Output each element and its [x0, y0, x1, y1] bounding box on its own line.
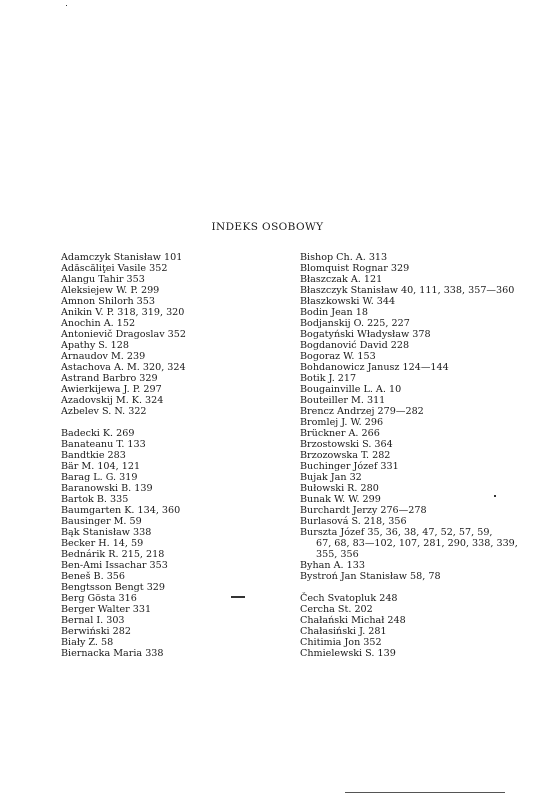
index-entry: Bengtsson Bengt 329: [61, 582, 166, 593]
index-entry: Botik J. 217: [300, 373, 357, 384]
index-entry: Bułowski R. 280: [300, 483, 379, 494]
index-entry: Bujak Jan 32: [300, 472, 362, 483]
index-entry: Anikin V. P. 318, 319, 320: [61, 307, 185, 318]
index-entry: Arnaudov M. 239: [61, 351, 146, 362]
index-entry: Buchinger Józef 331: [300, 461, 399, 472]
index-entry: Bursztа Józef 35, 36, 38, 47, 52, 57, 59,: [300, 527, 493, 538]
index-entry: Berwiński 282: [61, 626, 131, 637]
index-entry: Cercha St. 202: [300, 604, 373, 615]
index-entry: Bystroń Jan Stanisław 58, 78: [300, 571, 441, 582]
index-entry: Adăscăliţei Vasile 352: [61, 263, 168, 274]
page-title: INDEKS OSOBOWY: [211, 221, 324, 233]
index-entry: Bogdanović David 228: [300, 340, 410, 351]
index-entry: Adamczyk Stanisław 101: [61, 252, 183, 263]
index-entry: Apathy S. 128: [61, 340, 129, 351]
scan-speck: [66, 5, 67, 6]
index-entry-continuation: 355, 356: [316, 549, 359, 560]
index-entry: Blomquist Rognar 329: [300, 263, 410, 274]
index-entry: Bär M. 104, 121: [61, 461, 141, 472]
index-entry: Biernacka Maria 338: [61, 648, 164, 659]
index-entry: Bohdanowicz Janusz 124—144: [300, 362, 449, 373]
index-entry: Baumgarten K. 134, 360: [61, 505, 181, 516]
index-entry: Bandtkie 283: [61, 450, 126, 461]
index-entry: Chmielewski S. 139: [300, 648, 396, 659]
index-entry: Błaszczyk Stanisław 40, 111, 338, 357—360: [300, 285, 515, 296]
index-entry: Ben-Ami Issachar 353: [61, 560, 168, 571]
index-entry: Aleksiejew W. P. 299: [61, 285, 160, 296]
right-column: [300, 252, 525, 659]
index-entry-continuation: 67, 68, 83—102, 107, 281, 290, 338, 339,: [316, 538, 518, 549]
index-entry: Bernal I. 303: [61, 615, 125, 626]
index-entry: Brzostowski S. 364: [300, 439, 393, 450]
index-entry: Astachova A. M. 320, 324: [61, 362, 186, 373]
index-entry: Bogoraz W. 153: [300, 351, 376, 362]
index-entry: Antonievič Dragoslav 352: [61, 329, 186, 340]
index-entry: Chałasiński J. 281: [300, 626, 387, 637]
index-entry: Burchardt Jerzy 276—278: [300, 505, 427, 516]
index-entry: Bougainville L. A. 10: [300, 384, 402, 395]
index-entry: Bartok B. 335: [61, 494, 129, 505]
index-entry: Becker H. 14, 59: [61, 538, 144, 549]
index-entry: Bouteiller M. 311: [300, 395, 386, 406]
index-entry: Alangu Tahir 353: [61, 274, 145, 285]
index-entry: Barag L. G. 319: [61, 472, 138, 483]
index-entry: Bunak W. W. 299: [300, 494, 381, 505]
index-entry: Azbelev S. N. 322: [61, 406, 147, 417]
index-entry: Bausinger M. 59: [61, 516, 142, 527]
index-entry: Berg Gösta 316: [61, 593, 137, 604]
index-entry: Brencz Andrzej 279—282: [300, 406, 424, 417]
index-entry: Błaszczak A. 121: [300, 274, 383, 285]
index-entry: Berger Walter 331: [61, 604, 152, 615]
index-entry: Bromlej J. W. 296: [300, 417, 384, 428]
index-entry: Burlasová S. 218, 356: [300, 516, 407, 527]
index-entry: Badecki K. 269: [61, 428, 135, 439]
index-entry: Błaszkowski W. 344: [300, 296, 396, 307]
index-entry: Čech Svatopluk 248: [300, 593, 398, 604]
index-entry: Bąk Stanisław 338: [61, 527, 152, 538]
index-entry: Beneš B. 356: [61, 571, 126, 582]
index-entry: Banateanu T. 133: [61, 439, 146, 450]
index-entry: Brzozowska T. 282: [300, 450, 391, 461]
index-entry: Biały Z. 58: [61, 637, 114, 648]
scan-speck: [345, 792, 505, 793]
index-entry: Brückner A. 266: [300, 428, 380, 439]
index-entry: Bogatyński Władysław 378: [300, 329, 431, 340]
index-entry: Awierkijewa J. P. 297: [61, 384, 162, 395]
index-entry: Byhan A. 133: [300, 560, 365, 571]
index-entry: Astrand Barbro 329: [61, 373, 158, 384]
index-entry: Anochin A. 152: [61, 318, 136, 329]
index-entry: Baranowski B. 139: [61, 483, 153, 494]
index-entry: Chitimia Jon 352: [300, 637, 382, 648]
index-entry: Chałański Michał 248: [300, 615, 406, 626]
index-entry: Bodin Jean 18: [300, 307, 368, 318]
index-entry: Bodjanskij O. 225, 227: [300, 318, 410, 329]
index-entry: Bishop Ch. A. 313: [300, 252, 388, 263]
index-entry: Azadovskij M. K. 324: [61, 395, 164, 406]
scan-speck: [494, 495, 496, 497]
index-entry: Bednárik R. 215, 218: [61, 549, 165, 560]
scan-speck: [231, 596, 245, 598]
index-entry: Amnon Shilorh 353: [61, 296, 155, 307]
